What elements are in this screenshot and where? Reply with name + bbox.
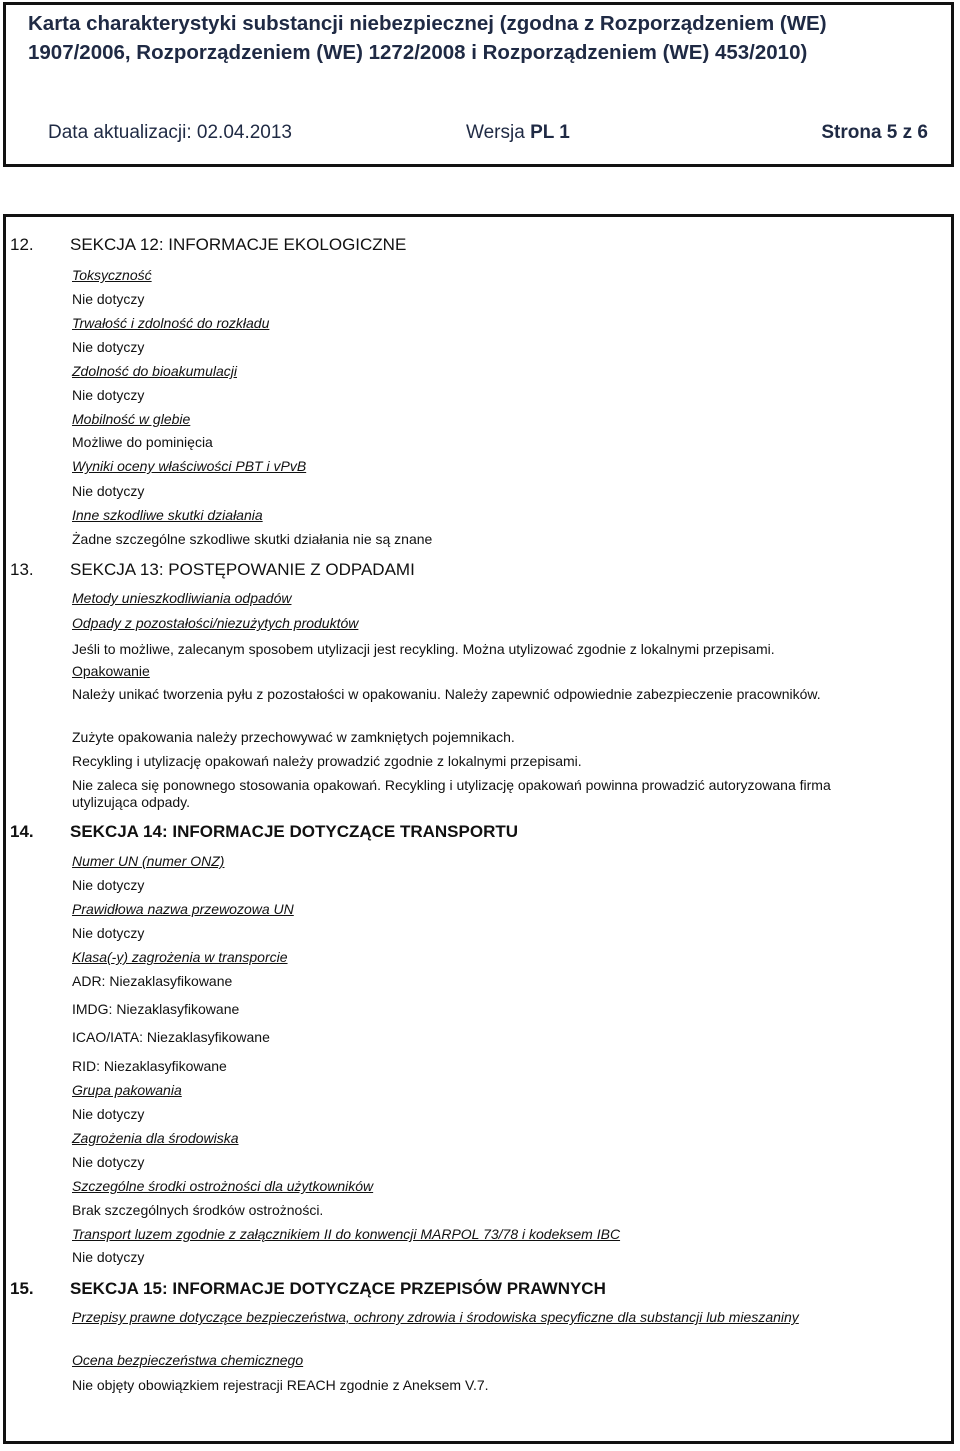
section-13-heading: [0, 560, 940, 582]
page-number: Strona 5 z 6: [821, 122, 928, 143]
subsection-text: Nie objęty obowiązkiem rejestracji REACH zgodnie z Aneksem V.7.: [72, 1377, 489, 1393]
subsection-text: Jeśli to możliwe, zalecanym sposobem utylizacji jest recykling. Można utylizować zgodnie z lokalnymi przepisami.: [72, 641, 775, 657]
subsection-heading: Przepisy prawne dotyczące bezpieczeństwa, ochrony zdrowia i środowiska specyficzne dla substancji lub mieszaniny: [72, 1309, 799, 1325]
subsection-text: Nie zaleca się ponownego stosowania opakowań. Recykling i utylizację opakowań powinna prowadzić autoryzowana firma utylizująca odpady.: [72, 777, 831, 810]
subsection-heading: Toksyczność: [72, 267, 152, 283]
section-number: 15.: [10, 1279, 34, 1298]
subsection-text: Zużyte opakowania należy przechowywać w zamkniętych pojemnikach.: [72, 729, 515, 745]
section-title: SEKCJA 13: POSTĘPOWANIE Z ODPADAMI: [70, 560, 415, 579]
subsection-text: Nie dotyczy: [72, 387, 145, 403]
subsection-heading: Szczególne środki ostrożności dla użytkowników: [72, 1178, 374, 1194]
subsection-heading: Odpady z pozostałości/niezużytych produktów: [72, 615, 359, 631]
subsection-heading: Trwałość i zdolność do rozkładu: [72, 315, 270, 331]
subsection-text: Nie dotyczy: [72, 1154, 145, 1170]
document-header: [3, 2, 954, 167]
subsection-text: Nie dotyczy: [72, 291, 145, 307]
version-label: Wersja: [466, 122, 525, 143]
section-title: SEKCJA 12: INFORMACJE EKOLOGICZNE: [70, 235, 407, 254]
subsection-heading: Ocena bezpieczeństwa chemicznego: [72, 1352, 304, 1368]
subsection-text: Nie dotyczy: [72, 339, 145, 355]
transport-class-adr: ADR: Niezaklasyfikowane: [72, 973, 233, 989]
subsection-text: Nie dotyczy: [72, 483, 145, 499]
section-title: SEKCJA 14: INFORMACJE DOTYCZĄCE TRANSPORTU: [70, 822, 519, 841]
version-value: PL 1: [530, 122, 570, 143]
subsection-text: Nie dotyczy: [72, 925, 145, 941]
subsection-heading: Wyniki oceny właściwości PBT i vPvB: [72, 458, 307, 474]
subsection-heading: Prawidłowa nazwa przewozowa UN: [72, 901, 294, 917]
subsection-heading: Klasa(-y) zagrożenia w transporcie: [72, 949, 288, 965]
document-title-line-1: Karta charakterystyki substancji niebezpiecznej (zgodna z Rozporządzeniem (WE): [28, 12, 827, 35]
section-number: 12.: [10, 235, 34, 254]
subsection-heading: Mobilność w glebie: [72, 411, 191, 427]
subsection-text: Nie dotyczy: [72, 1106, 145, 1122]
subsection-heading: Zdolność do bioakumulacji: [72, 363, 237, 379]
subsection-text: Recykling i utylizację opakowań należy prowadzić zgodnie z lokalnymi przepisami.: [72, 753, 582, 769]
subsection-heading: Transport luzem zgodnie z załącznikiem II do konwencji MARPOL 73/78 i kodeksem IBC: [72, 1226, 621, 1242]
document-meta: [48, 122, 928, 150]
subsection-text: Brak szczególnych środków ostrożności.: [72, 1202, 324, 1218]
section-number: 13.: [10, 560, 34, 579]
subsection-text: Nie dotyczy: [72, 877, 145, 893]
document-title: [28, 9, 948, 67]
section-number: 14.: [10, 822, 34, 841]
subsection-heading: Metody unieszkodliwiania odpadów: [72, 590, 292, 606]
subsection-heading: Grupa pakowania: [72, 1082, 182, 1098]
section-15-heading: [0, 1279, 940, 1301]
subsection-text: Nie dotyczy: [72, 1249, 145, 1265]
transport-class-icao: ICAO/IATA: Niezaklasyfikowane: [72, 1029, 270, 1045]
update-date: Data aktualizacji: 02.04.2013: [48, 122, 292, 143]
transport-class-rid: RID: Niezaklasyfikowane: [72, 1058, 227, 1074]
subsection-heading: Opakowanie: [72, 663, 150, 679]
subsection-heading: Zagrożenia dla środowiska: [72, 1130, 239, 1146]
subsection-text: Żadne szczególne szkodliwe skutki działania nie są znane: [72, 531, 433, 547]
transport-class-imdg: IMDG: Niezaklasyfikowane: [72, 1001, 240, 1017]
subsection-heading: Numer UN (numer ONZ): [72, 853, 225, 869]
section-title: SEKCJA 15: INFORMACJE DOTYCZĄCE PRZEPISÓW PRAWNYCH: [70, 1279, 606, 1298]
subsection-heading: Inne szkodliwe skutki działania: [72, 507, 263, 523]
subsection-text: Możliwe do pominięcia: [72, 434, 213, 450]
section-14-heading: [0, 822, 940, 844]
document-title-line-2: 1907/2006, Rozporządzeniem (WE) 1272/2008 i Rozporządzeniem (WE) 453/2010): [28, 41, 808, 64]
version: [466, 122, 570, 144]
subsection-text: Należy unikać tworzenia pyłu z pozostałości w opakowaniu. Należy zapewnić odpowiednie zabezpieczenie pracowników.: [72, 686, 821, 702]
section-12-heading: [0, 235, 940, 257]
